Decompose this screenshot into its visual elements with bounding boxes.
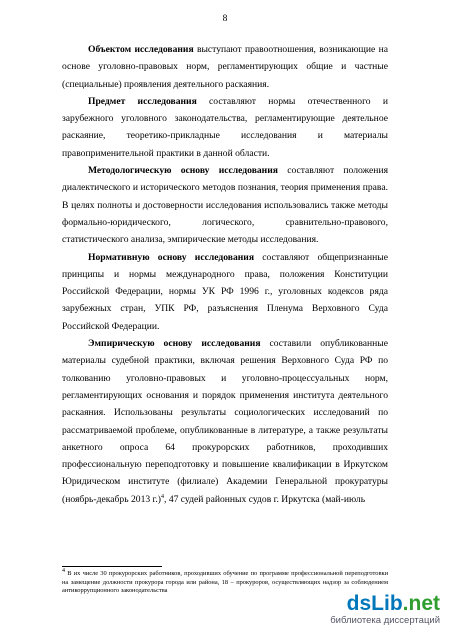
footnote-ref[interactable]: 4 [161,493,165,500]
paragraph-text: составили опубликованные материалы судебной практики, включая решения Верховного Суда РФ по толкованию уголовно-правовых и уголовно-процессуальных норм, регламентирующих основания и порядок применения института деятельного раскаяния. Использованы результаты социологических исследований по рассматриваемой проблеме, опубликованные в литературе, а также результаты анкетного опроса 64 прокурорских работников, проходивших профессиональную переподготовку и повышение квалификации в Иркутском Юридическом институте (филиале) Академии Генеральной прокуратуры (ноябрь-декабрь 2013 г.) [62,338,388,505]
paragraph-lead: Нормативную основу исследования [88,251,255,263]
paragraph-text: составляют положения диалектического и исторического методов познания, теория применения права. В целях полноты и достоверности исследования использовались также методы формально-юридического, логического, сравнительно-правового, статистического анализа, эмпирические методы исследования. [62,165,388,246]
paragraph-text-tail: , 47 судей районных судов г. Иркутска (май-июль [164,493,366,505]
paragraph-lead: Методологическую основу исследования [88,165,278,177]
page-number: 8 [222,14,228,24]
paragraph-text: составляют нормы отечественного и зарубежного уголовного законодательства, регламентирующие деятельное раскаяние, теоретико-прикладные исследования и материалы правоприменительной практики в данной области. [62,95,388,159]
paragraph-subject [62,93,388,162]
paragraph-lead: Эмпирическую основу исследования [88,338,261,350]
paragraph-empirical [62,335,388,508]
watermark-logo-part2: .net [402,592,440,615]
footnote [62,567,388,596]
paragraph-object [62,41,388,93]
watermark [330,593,440,626]
paragraph-normative [62,249,388,335]
watermark-logo [330,593,440,615]
paragraph-text: выступают правоотношения, возникающие на основе уголовно-правовых норм, регламентирующих общие и частные (специальные) проявления деятельного раскаяния. [62,44,388,90]
paragraph-lead: Объектом исследования [88,44,194,55]
footnote-text: В их числе 30 прокурорских работников, проходивших обучение по программе профессиональной переподготовки на замещение должности прокурора города или района, 18 – прокуроров, осуществляющих надзор за соблюдением антикоррупционного законодательства [62,570,388,595]
watermark-logo-part1: dsLib [346,592,403,615]
footnote-divider [62,566,162,567]
paragraph-lead: Предмет исследования [88,95,197,107]
paragraph-methodology [62,162,388,248]
watermark-subtitle: библиотека диссертаций [330,615,440,626]
footnote-marker: 4 [62,567,65,574]
paragraph-text: составляют общепризнанные принципы и нормы международного права, положения Конституции Российской Федерации, нормы УК РФ 1996 г., уголовных кодексов ряда зарубежных стран, УПК РФ, разъяснения Пленума Верховного Суда Российской Федерации. [62,251,388,332]
body-text [62,41,388,508]
